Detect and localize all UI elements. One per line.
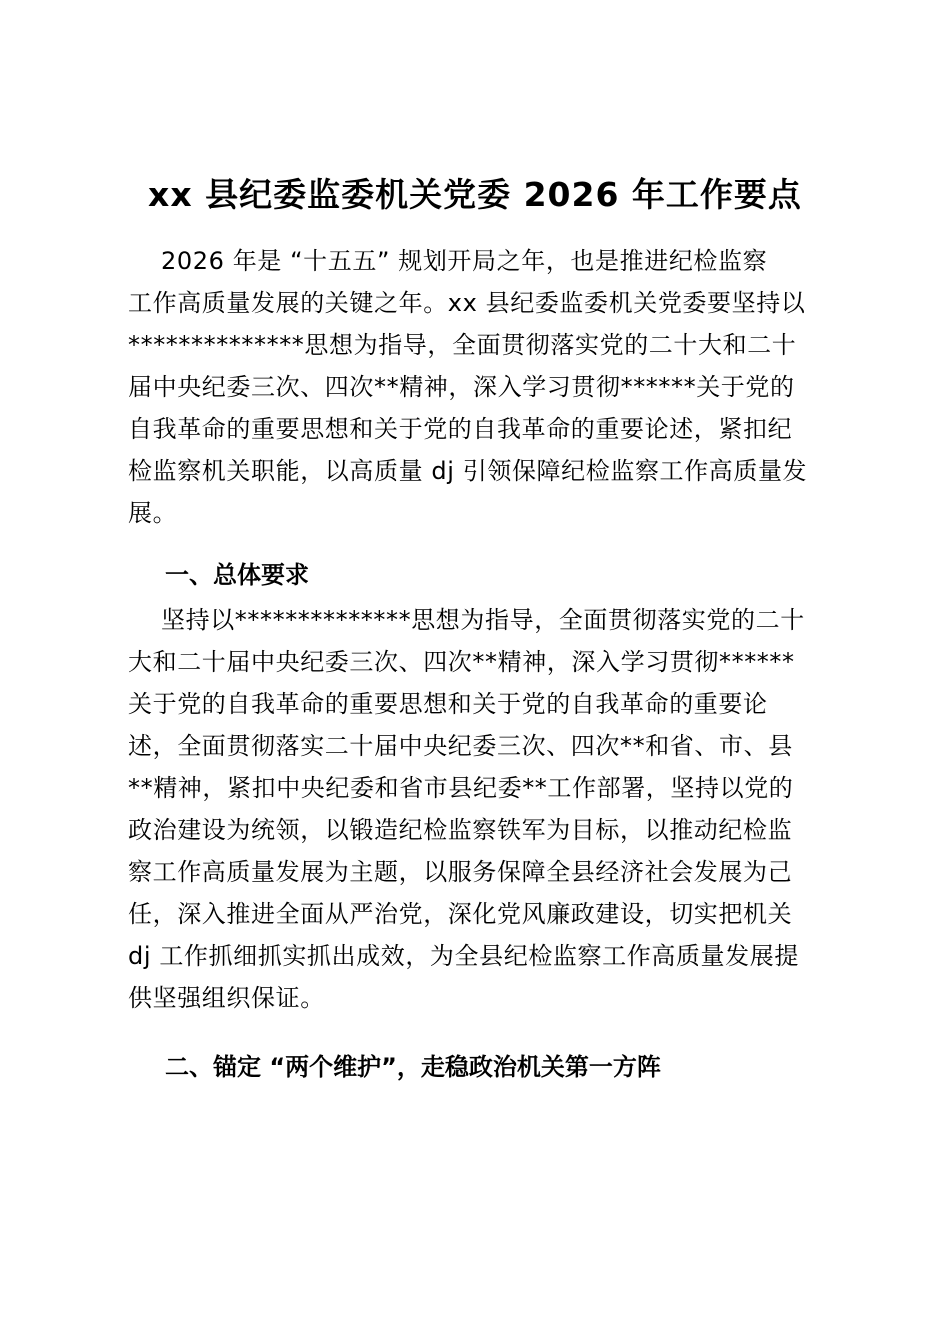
section-1-paragraph [128,599,828,1019]
paragraph-line: 坚持以**************思想为指导，全面贯彻落实党的二十 [161,606,805,634]
paragraph-line: dj 工作抓细抓实抓出成效，为全县纪检监察工作高质量发展提 [128,942,799,970]
paragraph-line: 关于党的自我革命的重要思想和关于党的自我革命的重要论 [128,690,768,718]
paragraph-line: **精神，紧扣中央纪委和省市县纪委**工作部署，坚持以党的 [128,774,794,802]
section-heading-overall-requirements: 一、总体要求 [165,561,309,589]
paragraph-line: 大和二十届中央纪委三次、四次**精神，深入学习贯彻****** [128,648,795,676]
paragraph-line: 自我革命的重要思想和关于党的自我革命的重要论述，紧扣纪 [128,415,793,443]
paragraph-line: 政治建设为统领，以锻造纪检监察铁军为目标，以推动纪检监 [128,816,793,844]
intro-paragraph [128,240,828,534]
paragraph-line: 任，深入推进全面从严治党，深化党风廉政建设，切实把机关 [128,900,793,928]
paragraph-line: 届中央纪委三次、四次**精神，深入学习贯彻******关于党的 [128,373,795,401]
paragraph-line: 检监察机关职能，以高质量 dj 引领保障纪检监察工作高质量发 [128,457,808,485]
paragraph-line: 述，全面贯彻落实二十届中央纪委三次、四次**和省、市、县 [128,732,793,760]
section-heading-two-upholds: 二、锚定 “两个维护”，走稳政治机关第一方阵 [165,1053,661,1081]
paragraph-line: 工作高质量发展的关键之年。xx 县纪委监委机关党委要坚持以 [128,289,806,317]
paragraph-line: **************思想为指导，全面贯彻落实党的二十大和二十 [128,331,797,359]
paragraph-line: 察工作高质量发展为主题，以服务保障全县经济社会发展为己 [128,858,793,886]
paragraph-line: 2026 年是 “十五五” 规划开局之年，也是推进纪检监察 [161,247,768,275]
paragraph-line: 供坚强组织保证。 [128,984,325,1012]
paragraph-line: 展。 [128,499,178,527]
document-title: xx 县纪委监委机关党委 2026 年工作要点 [148,175,802,214]
